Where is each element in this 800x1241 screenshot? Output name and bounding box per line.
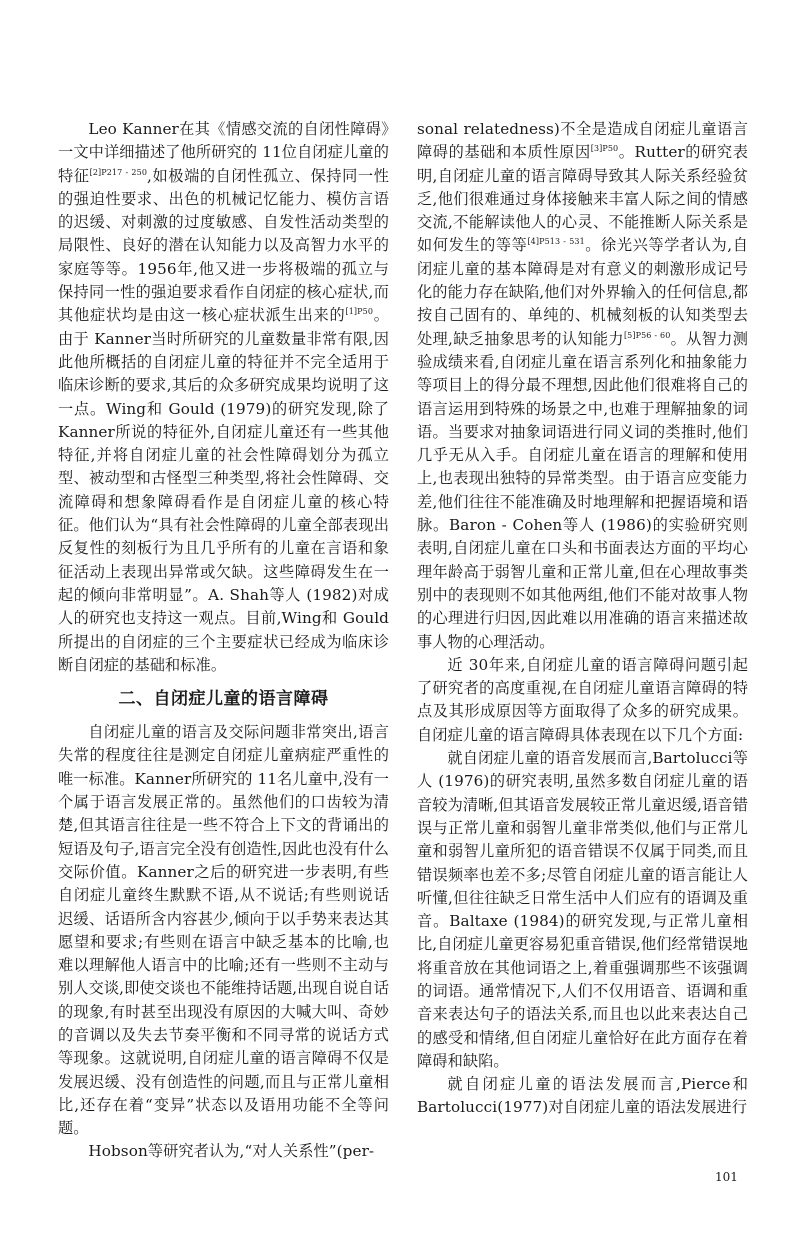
- citation: [4]P513 - 531: [527, 237, 585, 247]
- paragraph-recent-research: 近 30年来,自闭症儿童的语言障碍问题引起了研究者的高度重视,在自闭症儿童语言障碍的特点及其形成原因等方面取得了众多的研究成果。自闭症儿童的语言障碍具体表现在以下几个方面:: [417, 655, 748, 744]
- paragraph-text: 。从智力测验成绩来看,自闭症儿童在语言系列化和抽象能力等项目上的得分最不理想,因此他们很难将自己的语言运用到特殊的场景之中,也难于理解抽象的词语。当要求对抽象词语进行同义词的类推时,他们几乎无从入手。自闭症儿童在语言的理解和使用上,也表现出独特的异常类型。由于语言应变能力差,他们往往不能准确及时地理解和把握语境和语脉。Baron - Cohen等人 (1986)的实验研究则表明,自闭症儿童在口头和书面表达方面的平均心理年龄高于弱智儿童和正常儿童,但在心理故事类别中的表现则不如其他两组,他们不能对故事人物的心理进行归因,因此难以用准确的语言来描述故事人物的心理活动。: [417, 329, 748, 651]
- right-column: [417, 118, 748, 1120]
- paragraph-text: sonal relatedness)不全是造成自闭症儿童语言障碍的基础和本质性原因: [417, 120, 748, 162]
- paragraph-hobson-start: Hobson等研究者认为,“对人关系性”(per-: [88, 1142, 375, 1161]
- paragraph-phonetic-development: 就自闭症儿童的语音发展而言,Bartolucci等人 (1976)的研究表明,虽然多数自闭症儿童的语音较为清晰,但其语音发展较正常儿童迟缓,语音错误与正常儿童和弱智儿童非常类似,他们与正常儿童和弱智儿童所犯的语音错误不仅属于同类,而且错误频率也差不多;尽管自闭症儿童的语言能让人听懂,但往往缺乏日常生活中人们应有的语调及重音。Baltaxe (1984)的研究发现,与正常儿童相比,自闭症儿童更容易犯重音错误,他们经常错误地将重音放在其他词语之上,着重强调那些不该强调的词语。通常情况下,人们不仅用语音、语调和重音来表达句子的语法关系,而且也以此来表达自己的感受和情绪,但自闭症儿童恰好在此方面存在着障碍和缺陷。: [417, 749, 748, 1070]
- section-heading: 二、自闭症儿童的语言障碍: [118, 689, 329, 710]
- left-column: [58, 118, 389, 1164]
- paragraph-text: ,如极端的自闭性孤立、保持同一性的强迫性要求、出色的机械记忆能力、模仿言语的迟缓、对刺激的过度敏感、自发性活动类型的局限性、良好的潜在认知能力以及高智力水平的家庭等等。1956年,他又进一步将极端的孤立与保持同一性的强迫要求看作自闭症的核心症状,而其他症状均是由这一核心症状派生出来的: [58, 166, 390, 325]
- citation: [2]P217 - 250: [89, 167, 148, 177]
- citation: [3]P50: [590, 144, 619, 154]
- paragraph-language-problems: 自闭症儿童的语言及交际问题非常突出,语言失常的程度往往是测定自闭症儿童病症严重性的唯一标准。Kanner所研究的 11名儿童中,没有一个属于语言发展正常的。虽然他们的口齿较为清楚,但其语言往往是一些不符合上下文的背诵出的短语及句子,语言完全没有创造性,因此也没有什么交际价值。Kanner之后的研究进一步表明,有些自闭症儿童终生默默不语,从不说话;有些则说话迟缓、话语所含内容甚少,倾向于以手势来表达其愿望和要求;有些则在语言中缺乏基本的比喻,也难以理解他人语言中的比喻;还有一些则不主动与别人交谈,即使交谈也不能维持话题,出现自说自话的现象,有时甚至出现没有原因的大喊大叫、奇妙的音调以及失去节奏平衡和不同寻常的说话方式等现象。这就说明,自闭症儿童的语言障碍不仅是发展迟缓、没有创造性的问题,而且与正常儿童相比,还存在着“变异”状态以及语用功能不全等问题。: [58, 723, 389, 1138]
- page-number: 101: [715, 1170, 738, 1184]
- citation: [1]P50: [345, 307, 374, 317]
- paragraph-kanner-characteristics: [58, 118, 389, 677]
- paragraph-text: 。由于 Kanner当时所研究的儿童数量非常有限,因此他所概括的自闭症儿童的特征并不完全适用于临床诊断的要求,其后的众多研究成果均说明了这一点。Wing和 Gould (1979)的研究发现,除了 Kanner所说的特征外,自闭症儿童还有一些其他特征,并将自闭症儿童的社会性障碍划分为孤立型、被动型和古怪型三种类型,将社会性障碍、交流障碍和想象障碍看作是自闭症儿童的核心特征。他们认为“具有社会性障碍的儿童全部表现出反复性的刻板行为且几乎所有的儿童在言语和象征活动上表现出异常或欠缺。这些障碍发生在一起的倾向非常明显”。A. Shah等人 (1982)对成人的研究也支持这一观点。目前,Wing和 Gould所提出的自闭症的三个主要症状已经成为临床诊断自闭症的基础和标准。: [58, 306, 389, 674]
- paragraph-text: 。徐光兴等学者认为,自闭症儿童的基本障碍是对有意义的刺激形成记号化的能力存在缺陷,他们对外界输入的任何信息,都按自己固有的、单纯的、机械刻板的认知类型去处理,缺乏抽象思考的认知能力: [417, 236, 748, 348]
- paragraph-text: 。Rutter的研究表明,自闭症儿童的语言障碍导致其人际关系经验贫乏,他们很难通过身体接触来丰富人际之间的情感交流,不能解读他人的心灵、不能推断人际关系是如何发生的等等: [417, 143, 748, 255]
- paragraph-text: Leo Kanner在其《情感交流的自闭性障碍》一文中详细描述了他所研究的 11位自闭症儿童的特征: [58, 120, 389, 185]
- paragraph-grammar-development: 就自闭症儿童的语法发展而言,Pierce和 Bartolucci(1977)对自闭症儿童的语法发展进行: [417, 1075, 748, 1117]
- citation: [5]P56 - 60: [623, 330, 671, 340]
- paragraph-hobson-continued: [417, 118, 748, 654]
